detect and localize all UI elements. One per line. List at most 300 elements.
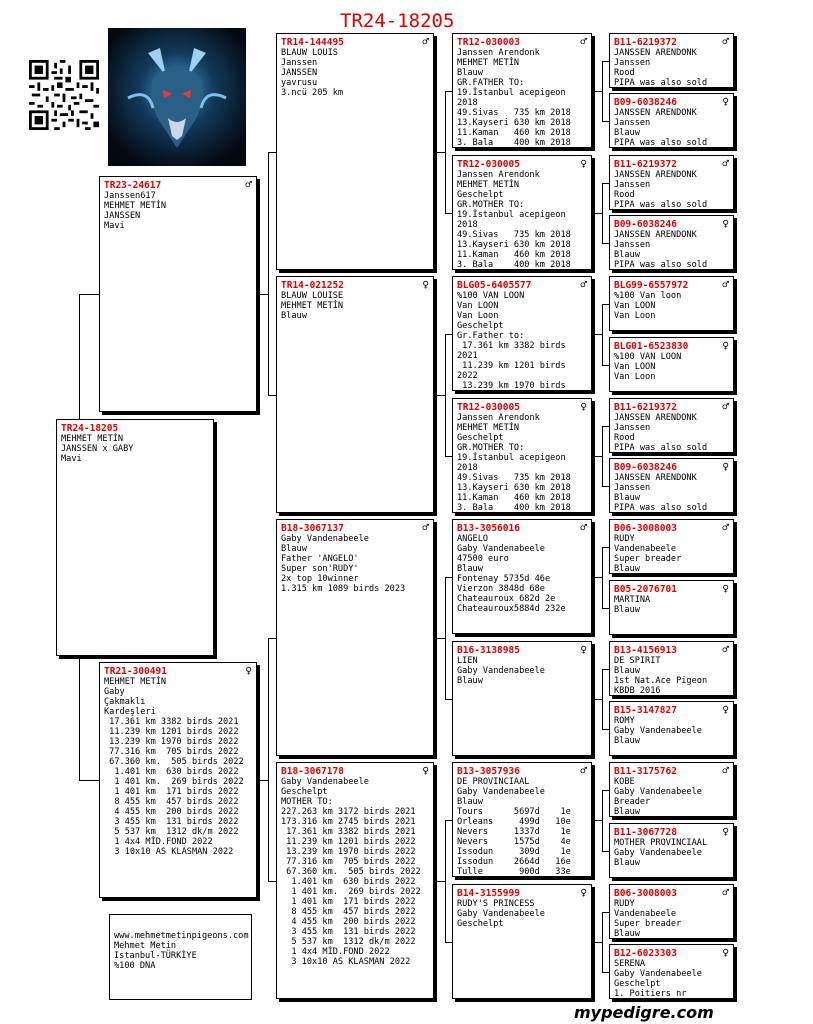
ring-number: B13-3056016	[457, 523, 520, 534]
connector-line	[437, 395, 445, 396]
ring-number: B14-3155999	[457, 888, 520, 899]
connector-line	[602, 912, 603, 972]
card-line: DE PROVINCIAAL	[457, 777, 530, 787]
card-line: Orleans 499d 10e	[457, 817, 571, 827]
ring-number: B18-3067178	[281, 766, 344, 777]
male-symbol-icon: ♂	[245, 178, 252, 191]
connector-line	[445, 456, 452, 457]
card-line: 1.315 km 1089 birds 2023	[281, 584, 406, 594]
ring-number: B06-3008003	[614, 888, 677, 899]
card-line: GR.MOTHER TO:	[457, 200, 525, 210]
male-symbol-icon: ♂	[422, 521, 429, 534]
card-line: 5 537 km 1312 dk/m 2022	[104, 827, 239, 837]
card-line: Blauw	[614, 807, 640, 817]
card-line: %100 VAN LOON	[614, 352, 682, 362]
card-line: 3 10x10 AS KLASMAN 2022	[281, 957, 411, 967]
pedigree-card-dam[interactable]	[99, 662, 257, 898]
qr-code-icon	[29, 60, 99, 130]
pedigree-card-g4[interactable]	[609, 215, 734, 270]
connector-line	[602, 243, 609, 244]
pedigree-card-g12[interactable]	[609, 701, 734, 756]
female-symbol-icon: ♀	[722, 217, 729, 230]
connector-line	[445, 213, 452, 214]
ring-number: B18-3067137	[281, 523, 344, 534]
card-line: ANGELO	[457, 534, 489, 544]
card-line: Van Loon	[457, 311, 499, 321]
ring-number: BLG99-6557972	[614, 280, 689, 291]
male-symbol-icon: ♂	[722, 400, 729, 413]
card-line: Janssen Arendonk	[457, 48, 540, 58]
card-line: Blauw	[457, 564, 483, 574]
card-line: BLAUW LOUISE	[281, 291, 344, 301]
female-symbol-icon: ♀	[722, 946, 729, 959]
male-symbol-icon: ♂	[722, 35, 729, 48]
card-line: JANSSEN ARENDONK	[614, 473, 697, 483]
card-line: Issodun 309d 1e	[457, 847, 571, 857]
pedigree-card-g14[interactable]	[609, 823, 734, 878]
card-line: Gaby Vandenabeele	[457, 909, 545, 919]
dragon-artwork-icon	[108, 28, 246, 166]
card-line: 77.316 km 705 birds 2022	[281, 857, 416, 867]
card-line: 13.239 km 1970 birds	[457, 381, 566, 391]
card-line: 19.İstanbul acepigeon	[457, 88, 566, 98]
card-line: 13.Kayseri 630 km 2018	[457, 118, 571, 128]
ring-number: B16-3138985	[457, 645, 520, 656]
card-line: 49.Sivas 735 km 2018	[457, 108, 571, 118]
male-symbol-icon: ♂	[722, 886, 729, 899]
card-line: Tulle 900d 33e	[457, 867, 571, 877]
card-line: Fontenay 5735d 46e	[457, 574, 551, 584]
pedigree-card-g10[interactable]	[609, 580, 734, 635]
card-line: Chateauroux5884d 232e	[457, 604, 566, 614]
card-line: Vierzon 3848d 68e	[457, 584, 545, 594]
pedigree-card-g11[interactable]	[609, 641, 734, 696]
male-symbol-icon: ♂	[580, 521, 587, 534]
connector-line	[595, 334, 602, 335]
connector-line	[602, 365, 609, 366]
card-line: JANSSEN ARENDONK	[614, 413, 697, 423]
card-line: Blauw	[457, 676, 483, 686]
card-line: 11.Kaman 460 km 2018	[457, 493, 571, 503]
card-line: MOTHER PROVINCIAAL	[614, 838, 708, 848]
connector-line	[595, 820, 602, 821]
card-line: 5 537 km 1312 dk/m 2022	[281, 937, 416, 947]
card-line: Gaby Vandenabeele	[281, 777, 369, 787]
dna-note: %100 DNA	[114, 961, 156, 971]
card-line: RUDY	[614, 899, 635, 909]
card-line: 11.Kaman 460 km 2018	[457, 128, 571, 138]
card-line: LIEN	[457, 656, 478, 666]
card-line: Geschelpt	[614, 979, 661, 989]
card-line: MOTHER TO:	[281, 797, 333, 807]
ring-number: B09-6038246	[614, 97, 677, 108]
card-line: Janssen	[614, 180, 651, 190]
card-line: Van LOON	[457, 301, 499, 311]
connector-line	[602, 547, 609, 548]
card-line: 3. Bala 400 km 2018	[457, 503, 571, 513]
male-symbol-icon: ♂	[580, 35, 587, 48]
card-line: Geschelpt	[281, 787, 328, 797]
card-line: 4 455 km 200 birds 2022	[281, 917, 416, 927]
card-line: GR.FATHER TO:	[457, 78, 525, 88]
female-symbol-icon: ♀	[422, 278, 429, 291]
connector-line	[602, 972, 609, 973]
card-line: 17.361 km 3382 birds	[457, 341, 566, 351]
card-line: Blauw	[614, 666, 640, 676]
pedigree-card-g6[interactable]	[609, 337, 734, 392]
male-symbol-icon: ♂	[722, 764, 729, 777]
connector-line	[445, 577, 452, 578]
connector-line	[79, 780, 99, 781]
card-line: 77.316 km 705 birds 2022	[104, 747, 239, 757]
card-line: 47500 euro	[457, 554, 509, 564]
card-line: 17.361 km 3382 birds 2021	[104, 717, 239, 727]
card-line: 49.Sivas 735 km 2018	[457, 230, 571, 240]
card-line: 19.İstanbul acepigeon	[457, 210, 566, 220]
card-line: 11.Kaman 460 km 2018	[457, 250, 571, 260]
card-line: GR.MOTHER TO:	[457, 443, 525, 453]
card-line: Super breader	[614, 554, 682, 564]
card-line: Chateauroux 682d 2e	[457, 594, 556, 604]
card-line: Vandenabeele	[614, 909, 677, 919]
card-line: Janssen617	[104, 191, 156, 201]
card-line: PIPA was also sold	[614, 443, 708, 453]
card-line: MARTINA	[614, 595, 651, 605]
female-symbol-icon: ♀	[422, 764, 429, 777]
ring-number: TR14-144495	[281, 37, 344, 48]
male-symbol-icon: ♂	[580, 278, 587, 291]
connector-line	[268, 638, 276, 639]
ring-number: TR12-030005	[457, 159, 520, 170]
pedigree-card-g8[interactable]	[609, 458, 734, 513]
ring-number: B13-3057936	[457, 766, 520, 777]
connector-line	[602, 426, 609, 427]
card-line: BLAUW LOUIS	[281, 48, 338, 58]
card-line: JANSSEN x GABY	[61, 444, 134, 454]
female-symbol-icon: ♀	[580, 886, 587, 899]
card-line: JANSSEN ARENDONK	[614, 48, 697, 58]
card-line: 3. Bala 400 km 2018	[457, 138, 571, 148]
card-line: JANSSEN	[281, 68, 318, 78]
connector-line	[268, 638, 269, 881]
card-line: Gaby Vandenabeele	[614, 848, 702, 858]
connector-line	[437, 152, 445, 153]
card-line: Blauw	[614, 128, 640, 138]
card-line: 67.360 km. 505 birds 2022	[104, 757, 244, 767]
card-line: MEHMET METİN	[104, 677, 167, 687]
connector-line	[602, 61, 603, 121]
card-line: 2021	[457, 351, 478, 361]
pedigree-card-dd[interactable]	[276, 762, 434, 999]
card-line: RUDY'S PRINCESS	[457, 899, 535, 909]
ring-number: B05-2076701	[614, 584, 677, 595]
pedigree-card-g1[interactable]	[609, 33, 734, 88]
ring-number: B13-4156913	[614, 645, 677, 656]
card-line: Gaby Vandenabeele	[614, 969, 702, 979]
card-line: Janssen	[281, 58, 318, 68]
card-line: Mavi	[61, 454, 82, 464]
card-line: %100 Van loon	[614, 291, 682, 301]
card-line: JANSSEN	[104, 211, 141, 221]
card-line: JANSSEN ARENDONK	[614, 170, 697, 180]
card-line: Çakmaklı	[104, 697, 146, 707]
pedigree-card-ds[interactable]	[276, 519, 434, 756]
card-line: Breader	[614, 797, 651, 807]
connector-line	[602, 304, 609, 305]
card-line: Gaby Vandenabeele	[281, 534, 369, 544]
card-line: Blauw	[614, 929, 640, 939]
pedigree-card-sdd[interactable]	[452, 398, 592, 513]
connector-line	[268, 395, 276, 396]
card-line: 8 455 km 457 birds 2022	[104, 797, 239, 807]
card-line: 11.239 km 1201 birds	[457, 361, 566, 371]
card-line: 49.Sivas 735 km 2018	[457, 473, 571, 483]
female-symbol-icon: ♀	[722, 460, 729, 473]
ring-number: TR12-030005	[457, 402, 520, 413]
pedigree-card-dsd[interactable]	[452, 641, 592, 756]
card-line: Kardeşleri	[104, 707, 156, 717]
card-line: Geschelpt	[457, 190, 504, 200]
pedigree-card-sd[interactable]	[276, 276, 434, 513]
card-line: 11.239 km 1201 birds 2022	[281, 837, 416, 847]
pedigree-card-ss[interactable]	[276, 33, 434, 270]
ring-number: B11-6219372	[614, 402, 677, 413]
connector-line	[445, 699, 452, 700]
card-line: 1 4x4 MİD.FOND 2022	[104, 837, 213, 847]
card-line: Gaby	[104, 687, 125, 697]
connector-line	[602, 121, 609, 122]
ring-number: B11-6219372	[614, 37, 677, 48]
female-symbol-icon: ♀	[580, 400, 587, 413]
card-line: Tours 5697d 1e	[457, 807, 571, 817]
connector-line	[602, 304, 603, 365]
breeder-location: Istanbul-TÜRKİYE	[114, 951, 197, 961]
card-line: Blauw	[457, 797, 483, 807]
card-line: ROMY	[614, 716, 635, 726]
card-line: Rood	[614, 433, 635, 443]
connector-line	[602, 426, 603, 486]
card-line: 13.239 km 1970 birds 2022	[104, 737, 239, 747]
breeder-website: www.mehmetmetinpigeons.com	[114, 931, 249, 941]
card-line: MEHMET METİN	[457, 180, 520, 190]
card-line: 227.263 km 3172 birds 2021	[281, 807, 416, 817]
card-line: 2018	[457, 98, 478, 108]
pedigree-card-g3[interactable]	[609, 155, 734, 210]
card-line: Blauw	[457, 68, 483, 78]
card-line: Van LOON	[614, 301, 656, 311]
brand-logo: mypedigre.com	[574, 1003, 714, 1022]
card-line: 1.401 km 630 birds 2022	[281, 877, 416, 887]
card-line: Gaby Vandenabeele	[457, 666, 545, 676]
connector-line	[595, 456, 602, 457]
card-line: 3 10x10 AS KLASMAN 2022	[104, 847, 234, 857]
connector-line	[602, 486, 609, 487]
card-line: Geschelpt	[457, 321, 504, 331]
connector-line	[268, 152, 269, 395]
connector-line	[268, 152, 276, 153]
connector-line	[595, 213, 602, 214]
card-line: Gaby Vandenabeele	[614, 726, 702, 736]
card-line: 11.239 km 1201 birds 2022	[104, 727, 239, 737]
female-symbol-icon: ♀	[722, 582, 729, 595]
card-line: PIPA was also sold	[614, 503, 708, 513]
card-line: Van Loon	[614, 372, 656, 382]
connector-line	[595, 699, 602, 700]
card-line: 1 401 km 171 birds 2022	[281, 897, 416, 907]
pedigree-card-g5[interactable]	[609, 276, 734, 331]
card-line: Janssen	[614, 240, 651, 250]
breeder-name: Mehmet Metin	[114, 941, 177, 951]
connector-line	[602, 912, 609, 913]
pedigree-card-dds[interactable]	[452, 762, 592, 877]
card-line: PIPA was also sold	[614, 260, 708, 270]
pedigree-card-subject[interactable]	[56, 419, 214, 656]
pedigree-card-g16[interactable]	[609, 944, 734, 999]
male-symbol-icon: ♂	[422, 35, 429, 48]
card-line: DE SPIRIT	[614, 656, 661, 666]
card-line: Rood	[614, 190, 635, 200]
ring-number: B09-6038246	[614, 219, 677, 230]
card-line: 2x top 10winner	[281, 574, 359, 584]
connector-line	[445, 820, 452, 821]
connector-line	[445, 334, 452, 335]
male-symbol-icon: ♂	[722, 278, 729, 291]
card-line: Father 'ANGELO'	[281, 554, 359, 564]
card-line: 3 455 km 131 birds 2022	[281, 927, 416, 937]
card-line: PIPA was also sold	[614, 200, 708, 210]
ring-number: B15-3147827	[614, 705, 677, 716]
card-line: SERENA	[614, 959, 646, 969]
connector-line	[602, 669, 609, 670]
pedigree-card-sss[interactable]	[452, 33, 592, 148]
card-line: 173.316 km 2745 birds 2021	[281, 817, 416, 827]
card-line: Van LOON	[614, 362, 656, 372]
ring-number: BLG01-6523830	[614, 341, 689, 352]
card-line: Gaby Vandenabeele	[457, 544, 545, 554]
card-line: 3 455 km 131 birds 2022	[104, 817, 239, 827]
ring-number: B11-3175762	[614, 766, 677, 777]
card-line: 13.Kayseri 630 km 2018	[457, 483, 571, 493]
card-line: Blauw	[614, 736, 640, 746]
male-symbol-icon: ♂	[722, 157, 729, 170]
card-line: Super breader	[614, 919, 682, 929]
card-line: yavrusu	[281, 78, 318, 88]
card-line: 2018	[457, 220, 478, 230]
connector-line	[445, 820, 446, 942]
ring-number: TR14-021252	[281, 280, 344, 291]
pedigree-card-sire[interactable]	[99, 176, 257, 412]
card-line: Issodun 2664d 16e	[457, 857, 571, 867]
female-symbol-icon: ♀	[722, 825, 729, 838]
pedigree-card-g9[interactable]	[609, 519, 734, 574]
card-line: MEHMET METİN	[104, 201, 167, 211]
pedigree-card-ddd[interactable]	[452, 884, 592, 999]
ring-number: B11-6219372	[614, 159, 677, 170]
connector-line	[595, 577, 602, 578]
ring-number: TR23-24617	[104, 180, 162, 191]
ring-number: B12-6023303	[614, 948, 677, 959]
pedigree-card-g13[interactable]	[609, 762, 734, 817]
card-line: 4 455 km 200 birds 2022	[104, 807, 239, 817]
card-line: 17.361 km 3382 birds 2021	[281, 827, 416, 837]
card-line: Mavi	[104, 221, 125, 231]
card-line: 19.İstanbul acepigeon	[457, 453, 566, 463]
card-line: 1. Poitiers nr	[614, 989, 687, 999]
card-line: MEHMET METİN	[281, 301, 344, 311]
female-symbol-icon: ♀	[722, 95, 729, 108]
female-symbol-icon: ♀	[580, 643, 587, 656]
connector-line	[602, 790, 609, 791]
connector-line	[260, 294, 268, 295]
connector-line	[595, 942, 602, 943]
card-line: Blauw	[281, 544, 307, 554]
card-line: Gaby Vandenabeele	[614, 787, 702, 797]
pedigree-card-ssd[interactable]	[452, 155, 592, 270]
card-line: 67.360 km. 505 birds 2022	[281, 867, 421, 877]
card-line: RUDY	[614, 534, 635, 544]
card-line: 3. Bala 400 km 2018	[457, 260, 571, 270]
card-line: 13.Kayseri 630 km 2018	[457, 240, 571, 250]
connector-line	[445, 91, 446, 213]
card-line: Janssen	[614, 483, 651, 493]
ring-number: B06-3008003	[614, 523, 677, 534]
card-line: KBDB 2016	[614, 686, 661, 696]
pedigree-card-dss[interactable]	[452, 519, 592, 634]
connector-line	[445, 91, 452, 92]
connector-line	[79, 294, 99, 295]
card-line: 1 4x4 MİD.FOND 2022	[281, 947, 390, 957]
card-line: Super son'RUDY'	[281, 564, 359, 574]
card-line: Janssen	[614, 118, 651, 128]
connector-line	[602, 547, 603, 608]
card-line: Gr.Father to:	[457, 331, 525, 341]
connector-line	[437, 638, 445, 639]
card-line: Blauw	[614, 564, 640, 574]
card-line: Rood	[614, 68, 635, 78]
card-line: Blauw	[614, 493, 640, 503]
card-line: JANSSEN ARENDONK	[614, 230, 697, 240]
card-line: 1.401 km 630 birds 2022	[104, 767, 239, 777]
female-symbol-icon: ♀	[722, 339, 729, 352]
connector-line	[445, 577, 446, 699]
pedigree-card-sds[interactable]	[452, 276, 592, 391]
card-line: 8 455 km 457 birds 2022	[281, 907, 416, 917]
card-line: JANSSEN ARENDONK	[614, 108, 697, 118]
card-line: Blauw	[614, 250, 640, 260]
card-line: Blauw	[614, 858, 640, 868]
female-symbol-icon: ♀	[722, 703, 729, 716]
card-line: Blauw	[614, 605, 640, 615]
card-line: Blauw	[281, 311, 307, 321]
pedigree-card-g7[interactable]	[609, 398, 734, 453]
connector-line	[602, 790, 603, 851]
connector-line	[602, 61, 609, 62]
card-line: Vandenabeele	[614, 544, 677, 554]
ring-number: BLG05-6405577	[457, 280, 532, 291]
card-line: 13.239 km 1970 birds 2022	[281, 847, 416, 857]
ring-number: TR24-18205	[61, 423, 119, 434]
pedigree-card-g2[interactable]	[609, 93, 734, 148]
card-line: 2022	[457, 371, 478, 381]
page-title: TR24-18205	[340, 10, 455, 32]
connector-line	[595, 91, 602, 92]
pedigree-card-g15[interactable]	[609, 884, 734, 939]
card-line: Gaby Vandenabeele	[457, 787, 545, 797]
ring-number: B09-6038246	[614, 462, 677, 473]
card-line: MEHMET METİN	[457, 58, 520, 68]
connector-line	[437, 881, 445, 882]
card-line: PIPA was also sold	[614, 138, 708, 148]
